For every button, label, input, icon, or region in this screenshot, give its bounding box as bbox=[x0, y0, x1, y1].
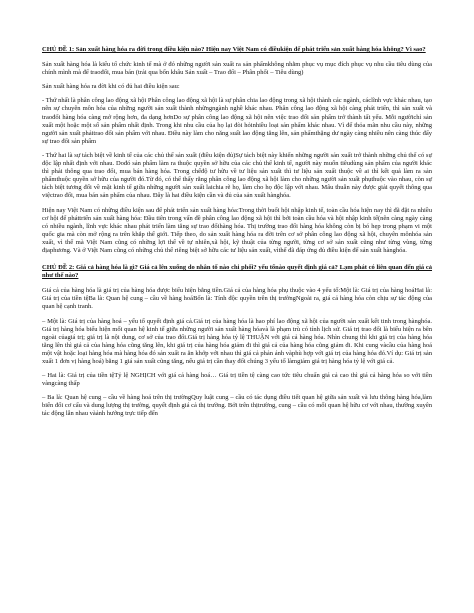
paragraph: - Thứ nhất là phân công lao động xã hội Phân công lao động xã hội là sự phân chia lao động trong xã hội thành các ngành, cáclĩnh vực khác nhau, tạo nên sự chuyên môn hóa của những người sản xuất thành nhữngngành nghề khác nhau. Phân công lao động xã hội càng phát triển, thì sản xuất và traođổi hàng hóa càng mở rộng hơn, đa dạng hơnDo sự phân công lao động xã hội nên việc trao đổi sản phẩm trở thành tất yếu. Mỗi ngườichỉ sản xuất một hoặc một số sản phẩm nhất định. Trong khi nhu cầu của họ lại đòi hỏinhiều loại sản phẩm khác nhau. Vì để thỏa mãn nhu cầu này, những người sản xuất phảitrao đổi sản phẩm với nhau. Điều này làm cho năng suất lao động tăng lên, sản phẩmthặng dư ngày càng nhiều nên càng thúc đẩy sự trao đổi sản phẩm bbox=[42, 97, 432, 145]
paragraph: Sản xuất hàng hóa ra đời khi có đủ hai điều kiện sau: bbox=[42, 83, 180, 91]
paragraph: Giá cả của hàng hóa là giá trị của hàng hóa được biểu hiện bằng tiền.Giá cả của hàng hóa phụ thuộc vào 4 yếu tố:Một là: Giá trị của hàng hoáHai là: Giá trị của tiền tệBa là: Quan hệ cung – cầu về hàng hoáBốn là: Tính độc quyền trên thị trườngNgoài ra, giá cả hàng hóa còn chịu sự tác động của quan hệ cạnh tranh. bbox=[42, 287, 432, 311]
section-heading: CHỦ ĐỀ 2: Giá cả hàng hóa là gì? Giá cả lên xuống do nhân tố nào chi phối? yếu tốnào quyết định giá cả? Lạm phát có liên quan đến giá cả như thế nào? bbox=[42, 264, 432, 280]
section-topic-1 bbox=[42, 46, 432, 255]
paragraph: Sản xuất hàng hóa là kiểu tổ chức kinh tế mà ở đó những người sản xuất ra sản phẩmkhông nhằm phục vụ mục đích phục vụ nhu cầu tiêu dùng của chính mình mà để traođổi, mua bán (trải qua bốn khâu Sản xuất – Trao đổi – Phân phối – Tiêu dùng) bbox=[42, 61, 432, 77]
section-heading: CHỦ ĐỀ 1: Sản xuất hàng hóa ra đời trong điều kiện nào? Hiện nay Việt Nam có điềukiện để phát triển sản xuất hàng hóa không? Vì sao? bbox=[42, 46, 426, 53]
paragraph: Hiện nay Việt Nam có những điều kiện sau để phát triển sản xuất hàng hóa:Trong thời buổi hội nhập kinh tế, toàn cầu hóa hiện nay thì đã đặt ra nhiều cơ hội để pháttriển sản xuất hàng hóa: Đầu tiên trong vấn đề phân công lao động xã hội thì bởi toàn cầu hóa và hội nhập kinh tế(nên càng ngày càng có nhiều ngành, lĩnh vực khác nhau phát triển làm tăng sự trao đổihàng hóa. Thị trường trao đổi hàng hóa không còn bị bó hẹp trong phạm vi một quốc gia mà còn mở rộng ra trên khắp thế giới. Tiếp theo, do sản xuất hàng hóa ra đời trên cơ sở phân công lao động xã hội, chuyên mônhóa sản xuất, vì thế mà Việt Nam cũng có những lợi thế về tự nhiên,xã hội, kỹ thuật của từng người, từng cơ sở sản xuất cũng như từng vùng, từng địaphương. Và ở Việt Nam cũng có những chủ thể riêng biệt sở hữu các tư liệu sản xuất, vìthế đã đáp ứng đủ điều kiện để sản xuất hànghóa. bbox=[42, 206, 432, 254]
paragraph: – Một là: Giá trị của hàng hoá – yếu tố quyết định giá cả.Giá trị của hàng hóa là hao phí lao động xã hội của người sản xuất kết tinh trong hànghóa. Giá trị hàng hóa biểu hiện mối quan hệ kinh tế giữa những người sản xuất hàng hóavà là phạm trù có tính lịch sử. Giá trị trao đổi là biểu hiện ra bên ngoài củagiá trị; giá trị là nội dung, cơ sở của trao đổi.Giá trị hàng hóa tỷ lệ THUẬN với giá cả hàng hóa. Nhìn chung thì khi giá trị của hàng hóa tăng lên thì giá cả của hàng hóa cũng tăng lên, khi giá trị của hàng hóa giảm đi thì giá cả của hàng hóa cũng giảm đi. Khi cung vàcầu của hàng hoá một vật hoặc loại hàng hóa mà hàng hóa đó sản xuất ra ăn khớp với nhau thì giá cả phản ánh vàphù hợp với giá trị của hàng hóa đó.Ví dụ: Giá trị sản xuất 1 đơn vị hàng hoá) bằng 1 giá sản xuất cũng tăng, nếu giá trị cần thay đổi chúng 3 yếu tố làmgiảm giá trị hàng hóa tỷ lệ với giá cả. bbox=[42, 317, 432, 365]
paragraph: – Ba là: Quan hệ cung – cầu về hàng hoá trên thị trườngQuy luật cung – cầu có tác dụng điều tiết quan hệ giữa sản xuất và lưu thông hàng hóa,làm biến đổi cơ cấu và dung lượng thị trường, quyết định giá cả thị trường. Bởi trên thịtrường, cung – cầu có mối quan hệ hữu cơ với nhau, thường xuyên tác động lẫn nhau vàảnh hưởng trực tiếp đến bbox=[42, 394, 432, 418]
paragraph: - Thứ hai là sự tách biệt về kinh tế của các chủ thể sản xuất (điều kiện đủ)Sự tách biệt này khiến những người sản xuất trở thành những chủ thể có sự độc lập nhất định với nhau. Dođó sản phẩm làm ra thuộc quyền sở hữu của các chủ thể kinh tế, người này muốn tiêudùng sản phẩm của người khác thì phải thông qua trao đổi, mua bán hàng hóa. Trong chếđộ tư hữu về tư liệu sản xuất thì tư liệu sản xuất thuộc về ai thì kết quả làm ra sản phẩmthuộc quyền sở hữu của người đó.Từ đó, có thể thấy rằng phân công lao động xã hội làm cho những người sản xuất phụthuộc vào nhau, còn sự tách biệt tương đối về mặt kinh tế giữa những người sản xuất laichia rẽ họ, làm cho họ độc lập với nhau. Mâu thuẫn này được giải quyết thông qua việctrao đổi, mua bán sản phẩm của nhau. Đây là hai điều kiện cần và đủ của sản xuất hànghóa. bbox=[42, 151, 432, 200]
paragraph: – Hai là: Giá trị của tiền tệTỷ lệ NGHỊCH với giá cả hàng hoá… Giá trị tiền tệ càng cao tức tiêu chuẩn giá cả cao thì giá cả hàng hóa so với tiền vàngcàng thấp bbox=[42, 372, 432, 388]
section-topic-2 bbox=[42, 264, 432, 419]
